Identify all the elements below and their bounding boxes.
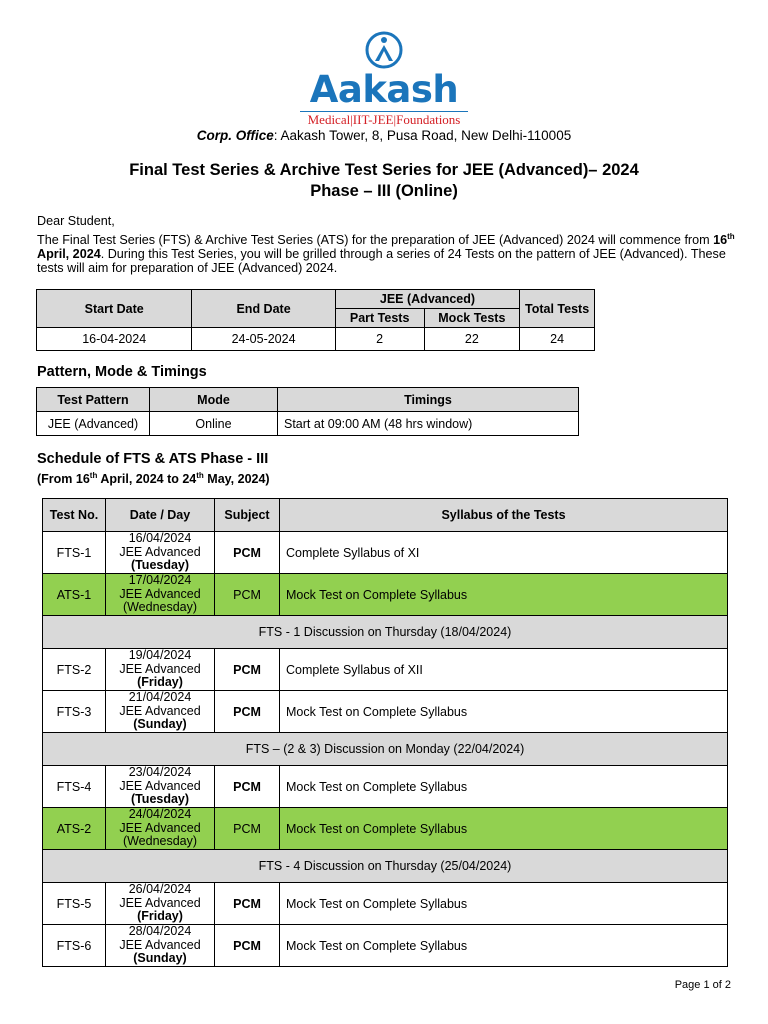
test-exam: JEE Advanced xyxy=(119,820,201,835)
schedule-row xyxy=(43,883,728,925)
schedule-row xyxy=(43,691,728,733)
test-subject: PCM xyxy=(215,649,280,691)
test-syllabus: Mock Test on Complete Syllabus xyxy=(280,691,728,733)
summary-start-date: 16-04-2024 xyxy=(37,328,192,351)
test-number: FTS-4 xyxy=(43,766,106,808)
test-date-day xyxy=(106,766,215,808)
test-subject: PCM xyxy=(215,883,280,925)
test-date: 17/04/2024 xyxy=(128,573,192,588)
test-syllabus: Mock Test on Complete Syllabus xyxy=(280,766,728,808)
schedule-header-subject: Subject xyxy=(215,499,280,532)
schedule-range: (From 16th April, 2024 to 24th May, 2024) xyxy=(37,470,270,486)
test-date-day xyxy=(106,574,215,616)
summary-header-total: Total Tests xyxy=(520,290,595,328)
pattern-value: JEE (Advanced) xyxy=(37,412,150,436)
summary-header-part: Part Tests xyxy=(335,309,424,328)
pattern-heading: Pattern, Mode & Timings xyxy=(37,364,207,380)
discussion-row xyxy=(43,616,728,649)
test-date-day xyxy=(106,691,215,733)
test-subject: PCM xyxy=(215,691,280,733)
salutation: Dear Student, xyxy=(37,214,115,228)
aakash-logo xyxy=(296,30,472,130)
test-number: FTS-5 xyxy=(43,883,106,925)
test-number: FTS-6 xyxy=(43,925,106,967)
logo-tagline: Medical|IIT-JEE|Foundations xyxy=(307,112,461,127)
test-date-day xyxy=(106,925,215,967)
summary-header-jee: JEE (Advanced) xyxy=(335,290,519,309)
discussion-text: FTS – (2 & 3) Discussion on Monday (22/04/2024) xyxy=(43,733,728,766)
test-subject: PCM xyxy=(215,574,280,616)
test-syllabus: Mock Test on Complete Syllabus xyxy=(280,574,728,616)
test-syllabus: Mock Test on Complete Syllabus xyxy=(280,883,728,925)
corp-office-address: : Aakash Tower, 8, Pusa Road, New Delhi-110005 xyxy=(273,128,572,143)
test-date-day xyxy=(106,649,215,691)
test-subject: PCM xyxy=(215,532,280,574)
test-date-day xyxy=(106,808,215,850)
test-date-day xyxy=(106,532,215,574)
pattern-header-timings: Timings xyxy=(278,388,579,412)
test-date: 26/04/2024 xyxy=(128,882,192,897)
test-date: 23/04/2024 xyxy=(128,765,192,780)
schedule-row xyxy=(43,925,728,967)
schedule-row xyxy=(43,808,728,850)
test-exam: JEE Advanced xyxy=(119,661,201,676)
test-date: 28/04/2024 xyxy=(128,924,192,939)
corp-office-label: Corp. Office xyxy=(196,128,274,143)
mode-value: Online xyxy=(150,412,278,436)
schedule-heading: Schedule of FTS & ATS Phase - III xyxy=(37,451,269,467)
test-exam: JEE Advanced xyxy=(119,586,201,601)
test-day: (Sunday) xyxy=(133,951,187,966)
test-subject: PCM xyxy=(215,766,280,808)
test-exam: JEE Advanced xyxy=(119,703,201,718)
schedule-row xyxy=(43,766,728,808)
test-subject: PCM xyxy=(215,925,280,967)
test-number: FTS-1 xyxy=(43,532,106,574)
test-syllabus: Complete Syllabus of XI xyxy=(280,532,728,574)
schedule-header-test: Test No. xyxy=(43,499,106,532)
schedule-header-syllabus: Syllabus of the Tests xyxy=(280,499,728,532)
page-title: Final Test Series & Archive Test Series for JEE (Advanced)– 2024 xyxy=(129,161,639,179)
test-exam: JEE Advanced xyxy=(119,778,201,793)
test-number: FTS-2 xyxy=(43,649,106,691)
page-subtitle: Phase – III (Online) xyxy=(310,182,458,200)
summary-total-tests: 24 xyxy=(520,328,595,351)
test-day: (Wednesday) xyxy=(122,600,198,615)
test-syllabus: Mock Test on Complete Syllabus xyxy=(280,808,728,850)
test-number: ATS-2 xyxy=(43,808,106,850)
summary-header-start: Start Date xyxy=(37,290,192,328)
test-day: (Tuesday) xyxy=(130,558,190,573)
summary-header-mock: Mock Tests xyxy=(424,309,520,328)
test-exam: JEE Advanced xyxy=(119,895,201,910)
schedule-row xyxy=(43,532,728,574)
summary-header-end: End Date xyxy=(192,290,335,328)
test-date: 16/04/2024 xyxy=(128,531,192,546)
test-date: 21/04/2024 xyxy=(128,690,192,705)
schedule-row xyxy=(43,574,728,616)
schedule-header-date: Date / Day xyxy=(106,499,215,532)
intro-paragraph: The Final Test Series (FTS) & Archive Test Series (ATS) for the preparation of JEE (Advanced) 2024 will commence from 16th April, 2024. During this Test Series, you will be grilled through a series of 24 Tests on the pattern of JEE (Advanced). These tests will aim for preparation of JEE (Advanced) 2024. xyxy=(37,231,735,275)
test-number: FTS-3 xyxy=(43,691,106,733)
pattern-header-mode: Mode xyxy=(150,388,278,412)
discussion-row xyxy=(43,850,728,883)
summary-table xyxy=(36,289,595,351)
schedule-table xyxy=(42,498,728,967)
test-day: (Tuesday) xyxy=(130,792,190,807)
logo-wordmark: Aakash xyxy=(309,68,459,111)
summary-mock-tests: 22 xyxy=(424,328,520,351)
discussion-row xyxy=(43,733,728,766)
test-day: (Sunday) xyxy=(133,717,187,732)
test-syllabus: Complete Syllabus of XII xyxy=(280,649,728,691)
summary-part-tests: 2 xyxy=(335,328,424,351)
test-day: (Friday) xyxy=(137,675,183,690)
test-day: (Friday) xyxy=(137,909,183,924)
test-subject: PCM xyxy=(215,808,280,850)
test-date: 24/04/2024 xyxy=(128,807,192,822)
test-syllabus: Mock Test on Complete Syllabus xyxy=(280,925,728,967)
test-exam: JEE Advanced xyxy=(119,937,201,952)
corp-office-line xyxy=(0,128,768,143)
pattern-table xyxy=(36,387,579,436)
summary-end-date: 24-05-2024 xyxy=(192,328,335,351)
test-date-day xyxy=(106,883,215,925)
pattern-header-pattern: Test Pattern xyxy=(37,388,150,412)
test-exam: JEE Advanced xyxy=(119,544,201,559)
page-number: Page 1 of 2 xyxy=(674,979,731,991)
discussion-text: FTS - 1 Discussion on Thursday (18/04/2024) xyxy=(43,616,728,649)
discussion-text: FTS - 4 Discussion on Thursday (25/04/2024) xyxy=(43,850,728,883)
timings-value: Start at 09:00 AM (48 hrs window) xyxy=(278,412,579,436)
test-day: (Wednesday) xyxy=(122,834,198,849)
schedule-row xyxy=(43,649,728,691)
test-date: 19/04/2024 xyxy=(128,648,192,663)
test-number: ATS-1 xyxy=(43,574,106,616)
